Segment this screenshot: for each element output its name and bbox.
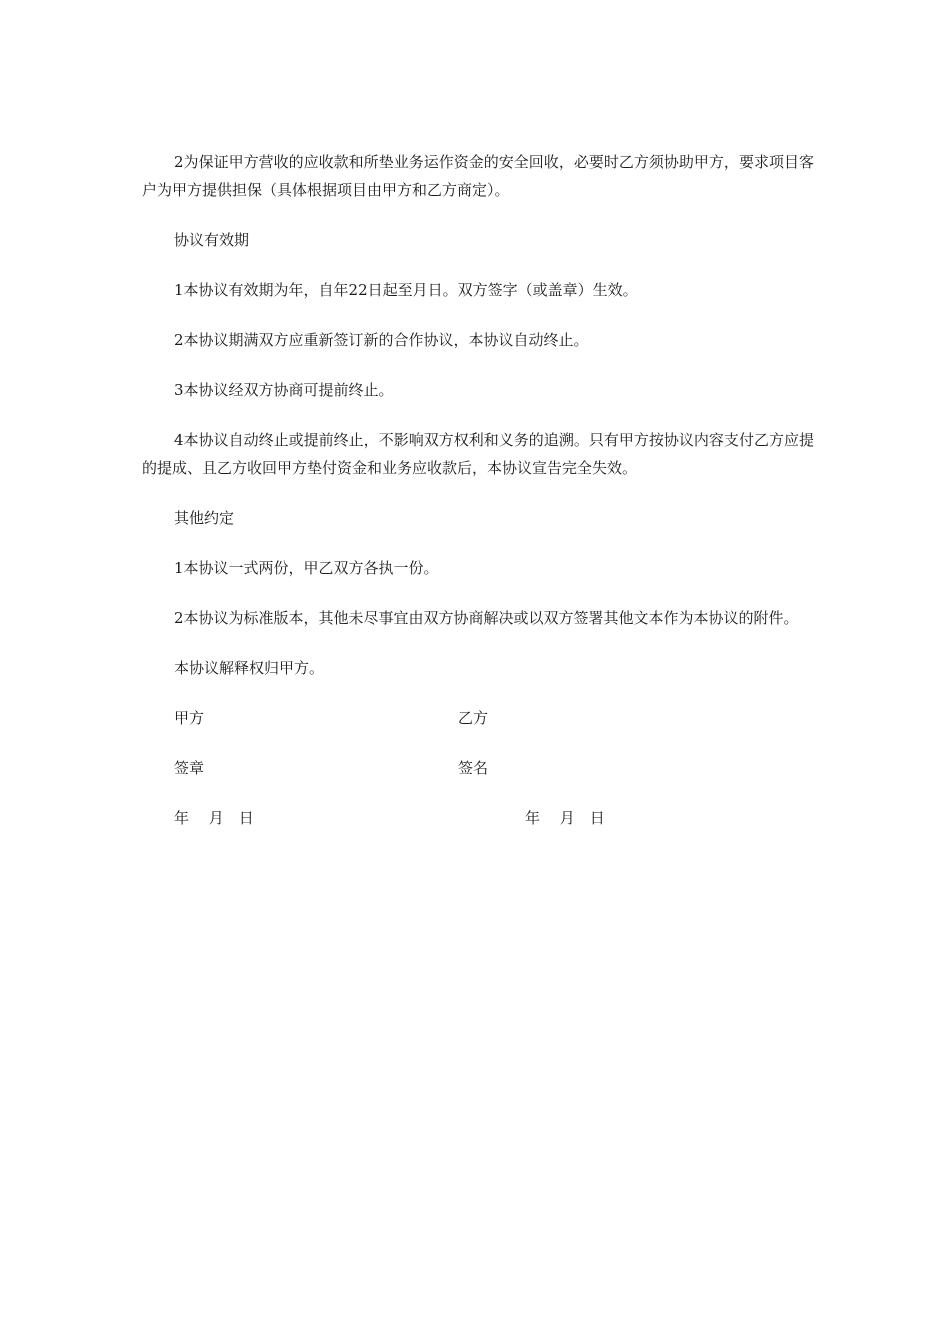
signature-seal-row	[142, 754, 814, 782]
clause-copies: 1本协议一式两份，甲乙双方各执一份。	[174, 559, 439, 577]
clause-expiry-renewal: 2本协议期满双方应重新签订新的合作协议，本协议自动终止。	[174, 331, 589, 349]
signature-party-row	[142, 704, 814, 732]
party-b-date: 年 月 日	[525, 809, 605, 827]
clause-standard-version: 2本协议为标准版本，其他未尽事宜由双方协商解决或以双方签署其他文本作为本协议的附件。	[174, 609, 799, 627]
signature-date-row	[142, 804, 814, 832]
party-b-sign: 签名	[458, 759, 489, 777]
clause-interpretation: 本协议解释权归甲方。	[174, 659, 325, 677]
party-a-date: 年 月 日	[174, 809, 254, 827]
clause-validity-term: 1本协议有效期为年，自年22日起至月日。双方签字（或盖章）生效。	[174, 281, 638, 299]
section-heading-validity: 协议有效期	[174, 231, 250, 249]
party-b-label: 乙方	[458, 709, 489, 727]
clause-guarantee: 2为保证甲方营收的应收款和所垫业务运作资金的安全回收，必要时乙方须协助甲方，要求项目客户为甲方提供担保（具体根据项目由甲方和乙方商定）。	[142, 153, 814, 199]
clause-early-termination: 3本协议经双方协商可提前终止。	[174, 381, 394, 399]
party-a-seal: 签章	[174, 759, 205, 777]
section-heading-other: 其他约定	[174, 509, 235, 527]
document-page	[142, 148, 814, 854]
clause-termination-effect: 4本协议自动终止或提前终止，不影响双方权利和义务的追溯。只有甲方按协议内容支付乙方应提的提成、且乙方收回甲方垫付资金和业务应收款后，本协议宣告完全失效。	[142, 431, 814, 477]
party-a-label: 甲方	[174, 709, 205, 727]
